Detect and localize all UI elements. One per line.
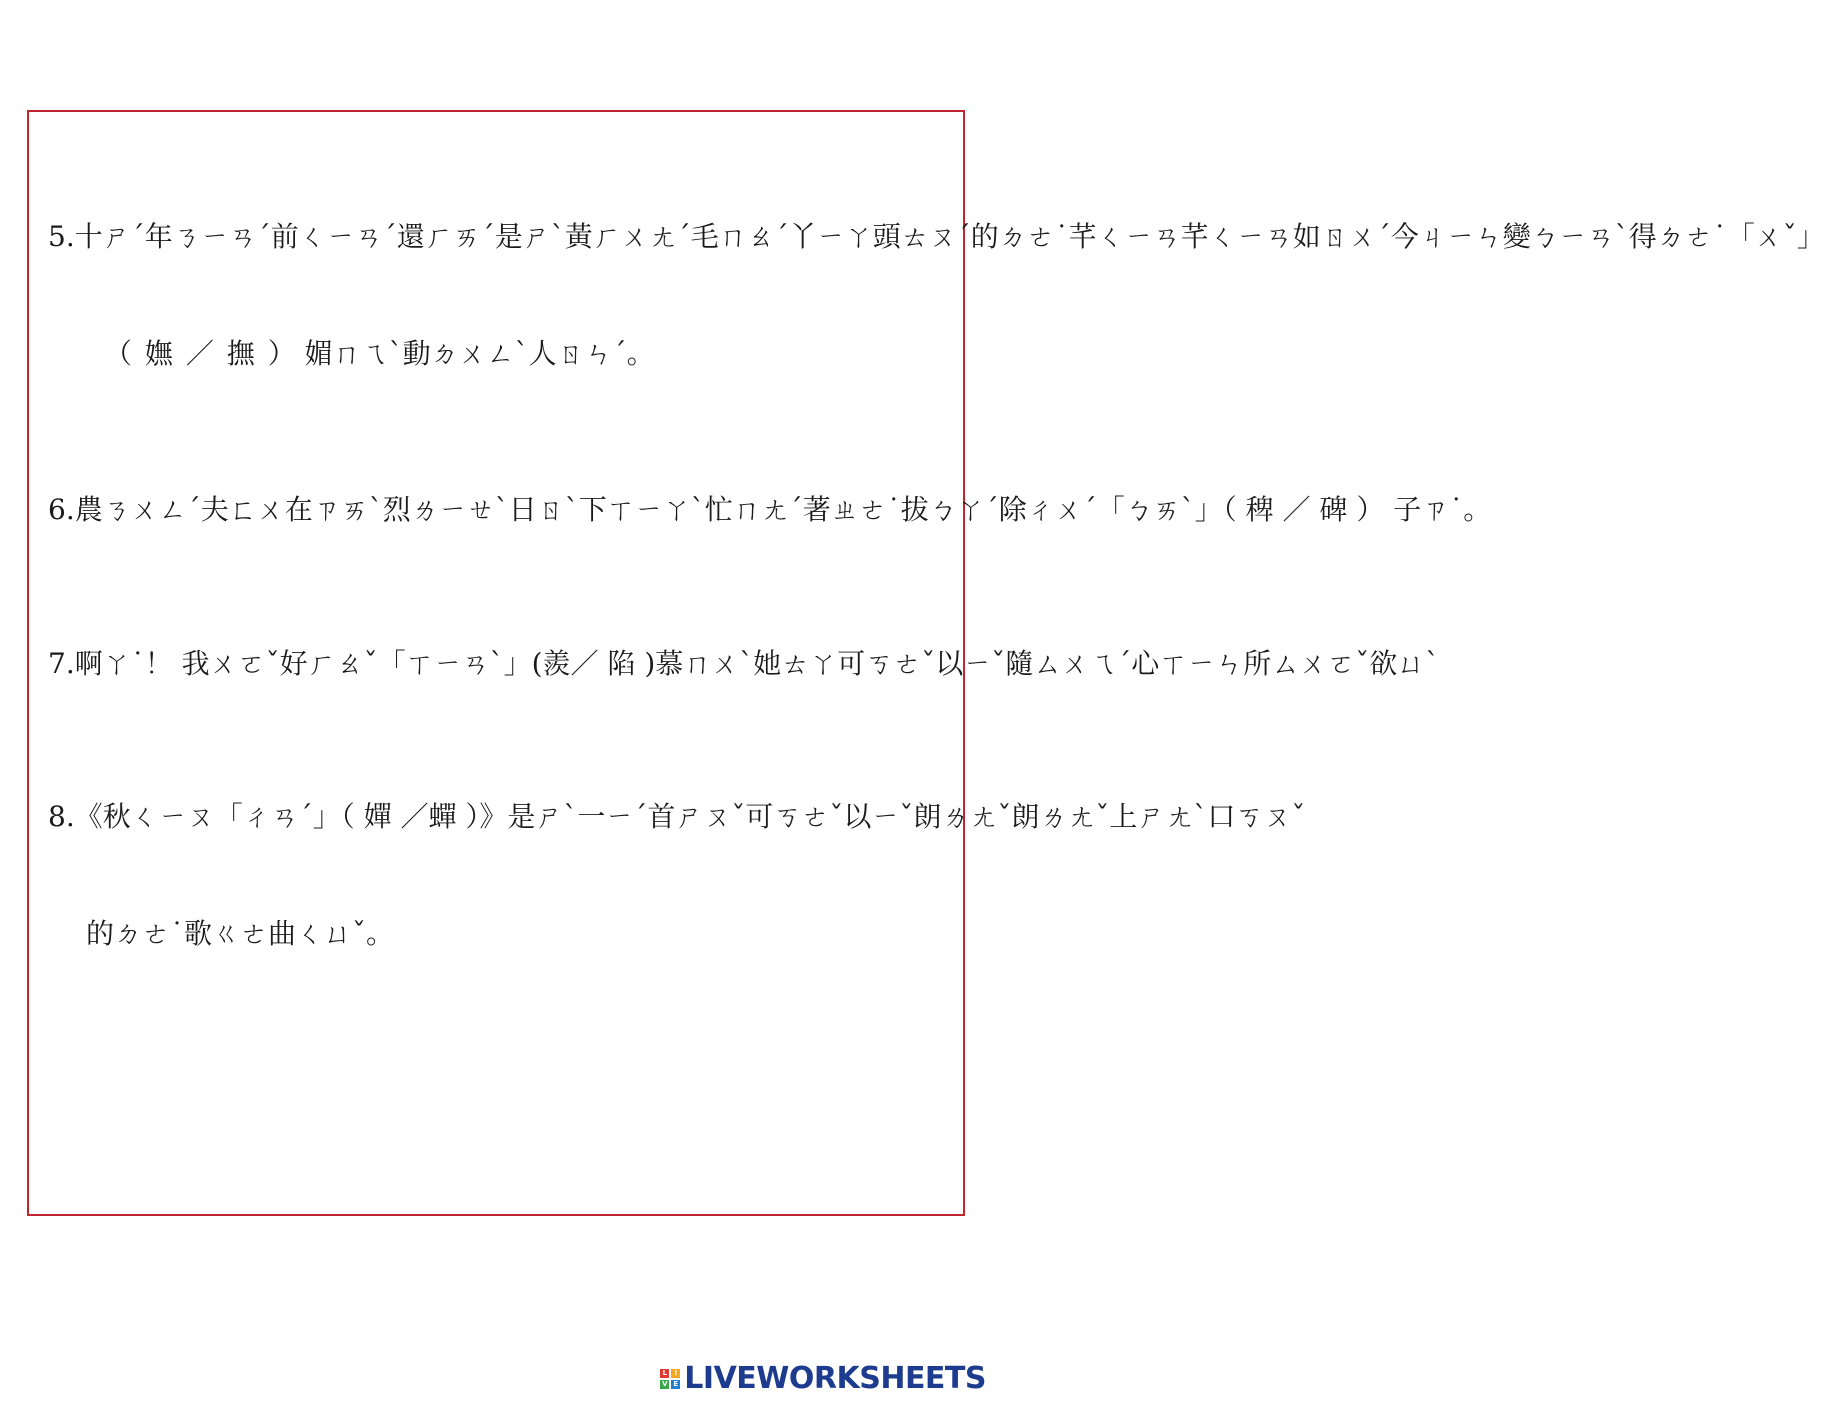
option-wu-stroke[interactable]: 撫 bbox=[226, 337, 255, 370]
option-slash: ／ bbox=[185, 337, 214, 370]
close-paren: ） bbox=[267, 337, 296, 370]
question-7-line: 7.啊ㄚ˙！ 我ㄨㄛˇ好ㄏㄠˇ「ㄒㄧㄢˋ」(羨／ 陷 )慕ㄇㄨˋ她ㄊㄚ可ㄎㄜˇ以ㄧˇ隨ㄙㄨㄟˊ心ㄒㄧㄣ所ㄙㄨㄛˇ欲ㄩˋ bbox=[48, 647, 1440, 680]
liveworksheets-logo bbox=[660, 1361, 986, 1396]
question-8-line-2: 的ㄉㄜ˙歌ㄍㄜ曲ㄑㄩˇ。 bbox=[86, 917, 395, 950]
question-5-line-1: 5.十ㄕˊ年ㄋㄧㄢˊ前ㄑㄧㄢˊ還ㄏㄞˊ是ㄕˋ黃ㄏㄨㄤˊ毛ㄇㄠˊ丫ㄧㄚ頭ㄊㄡˊ的ㄉㄜ˙芊ㄑㄧㄢ芊ㄑㄧㄢ如ㄖㄨˊ今ㄐㄧㄣ變ㄅㄧㄢˋ得ㄉㄜ˙「ㄨˇ」 bbox=[48, 220, 1825, 253]
logo-mark-tile: E bbox=[671, 1380, 680, 1389]
question-6-line: 6.農ㄋㄨㄥˊ夫ㄈㄨ在ㄗㄞˋ烈ㄌㄧㄝˋ日ㄖˋ下ㄒㄧㄚˋ忙ㄇㄤˊ著ㄓㄜ˙拔ㄅㄚˊ除ㄔㄨˊ「ㄅㄞˋ」（ 稗 ／ 碑 ） 子ㄗ˙。 bbox=[48, 493, 1492, 526]
question-8-line-1: 8.《秋ㄑㄧㄡ「ㄔㄢˊ」（ 嬋 ／蟬 ）》是ㄕˋ一ㄧˊ首ㄕㄡˇ可ㄎㄜˇ以ㄧˇ朗ㄌㄤˇ朗ㄌㄤˇ上ㄕㄤˋ口ㄎㄡˇ bbox=[48, 800, 1306, 833]
question-5-tail: 媚ㄇㄟˋ動ㄉㄨㄥˋ人ㄖㄣˊ。 bbox=[304, 337, 655, 370]
logo-mark-tile: L bbox=[660, 1369, 669, 1378]
question-5-line-2 bbox=[104, 334, 655, 374]
logo-mark-tile: I bbox=[671, 1369, 680, 1378]
option-wu-charming[interactable]: 嫵 bbox=[144, 337, 173, 370]
logo-mark-icon bbox=[660, 1369, 680, 1389]
logo-text: LIVEWORKSHEETS bbox=[684, 1361, 986, 1396]
open-paren: （ bbox=[104, 337, 133, 370]
logo-mark-tile: V bbox=[662, 1379, 668, 1388]
